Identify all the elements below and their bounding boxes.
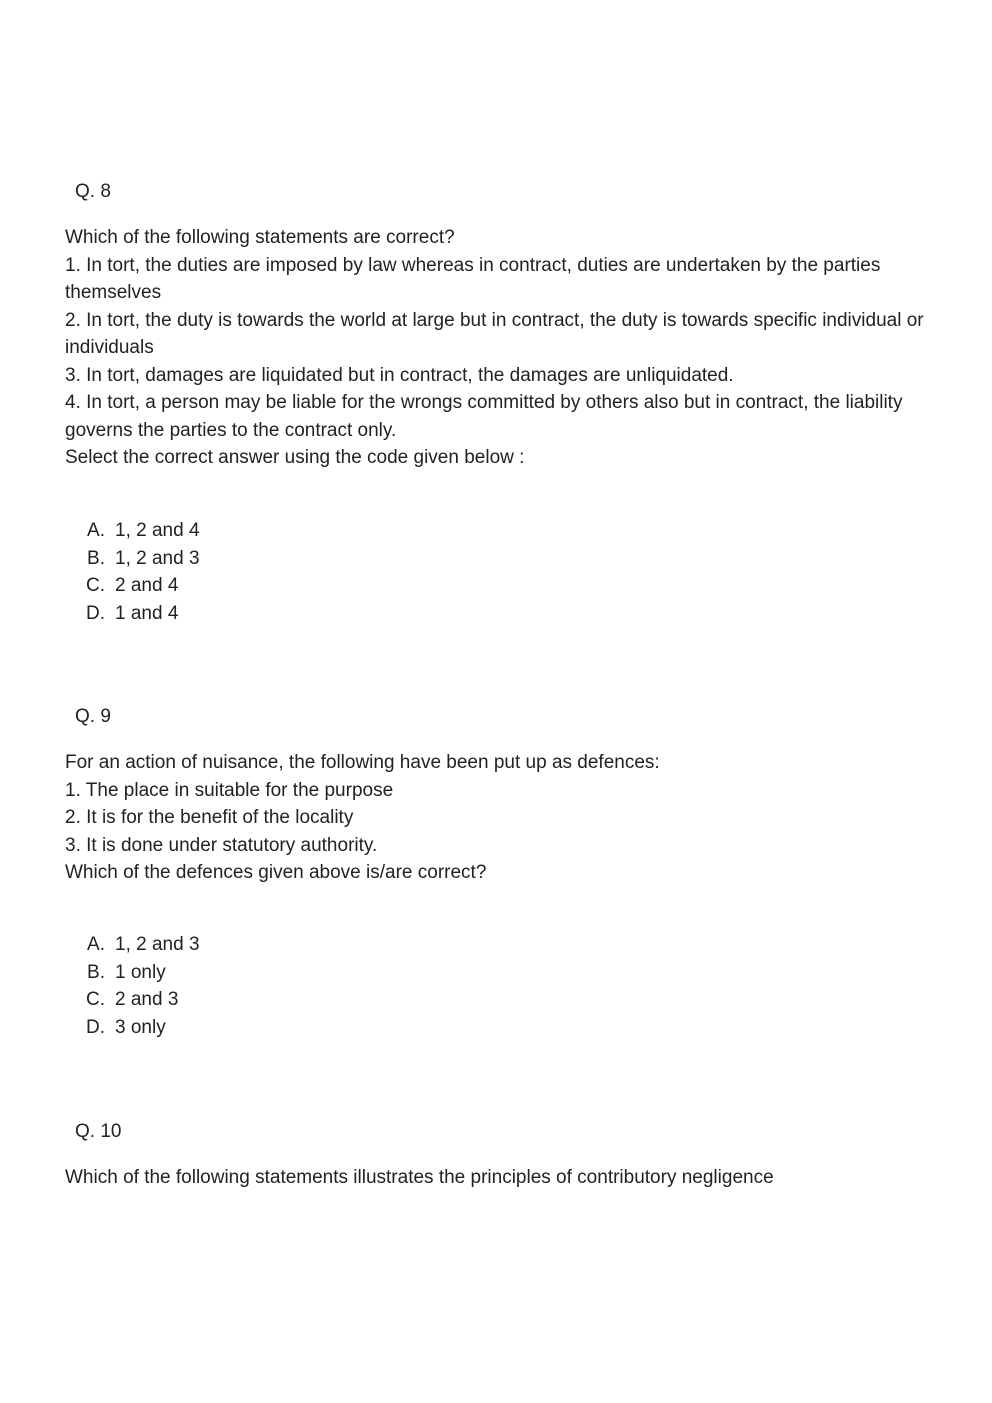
option-a[interactable] [65, 931, 200, 959]
option-b[interactable] [65, 959, 200, 987]
question-10-number: Q. 10 [75, 1121, 122, 1142]
question-9-statement-1: 1. The place in suitable for the purpose [65, 779, 394, 801]
question-9-prompt: For an action of nuisance, the following have been put up as defences: [65, 752, 660, 773]
option-letter: D. [86, 602, 105, 624]
question-9-text [65, 749, 935, 887]
question-8-number: Q. 8 [75, 181, 111, 202]
option-letter: C. [86, 575, 105, 596]
question-8-statement-2: 2. In tort, the duty is towards the world at large but in contract, the duty is towards specific individual or individuals [65, 309, 924, 358]
question-9-statement-2: 2. It is for the benefit of the locality [65, 807, 354, 828]
question-10-prompt: Which of the following statements illustrates the principles of contributory negligence [65, 1167, 774, 1188]
question-8-prompt: Which of the following statements are correct? [65, 227, 455, 248]
option-letter: B. [87, 547, 105, 569]
option-text: 1, 2 and 3 [115, 934, 200, 955]
option-text: 2 and 3 [115, 989, 179, 1010]
option-c[interactable] [65, 572, 200, 600]
question-9-instruction: Which of the defences given above is/are correct? [65, 862, 487, 883]
question-9-number: Q. 9 [75, 706, 111, 727]
option-text: 2 and 4 [115, 575, 179, 596]
option-c[interactable] [65, 986, 200, 1014]
option-letter: B. [87, 961, 105, 983]
question-9-options [65, 931, 200, 1041]
question-8-statement-1: 1. In tort, the duties are imposed by law whereas in contract, duties are undertaken by the parties themselves [65, 254, 881, 303]
option-a[interactable] [65, 517, 200, 545]
option-text: 1 and 4 [115, 602, 179, 624]
question-8-options [65, 517, 200, 627]
option-letter: A. [87, 934, 105, 955]
question-8-statement-3: 3. In tort, damages are liquidated but in contract, the damages are unliquidated. [65, 364, 734, 386]
option-text: 1, 2 and 3 [115, 547, 200, 569]
question-8-text [65, 224, 935, 472]
option-text: 1, 2 and 4 [115, 520, 200, 541]
option-b[interactable] [65, 545, 200, 573]
option-letter: C. [86, 989, 105, 1010]
question-8-instruction: Select the correct answer using the code given below : [65, 447, 525, 468]
option-letter: D. [86, 1016, 105, 1038]
question-9-statement-3: 3. It is done under statutory authority. [65, 834, 378, 856]
option-text: 3 only [115, 1016, 166, 1038]
option-letter: A. [87, 520, 105, 541]
question-8-statement-4: 4. In tort, a person may be liable for the wrongs committed by others also but in contract, the liability governs the parties to the contract only. [65, 392, 903, 441]
question-10-text [65, 1164, 935, 1192]
option-text: 1 only [115, 961, 166, 983]
option-d[interactable] [65, 600, 200, 628]
option-d[interactable] [65, 1014, 200, 1042]
